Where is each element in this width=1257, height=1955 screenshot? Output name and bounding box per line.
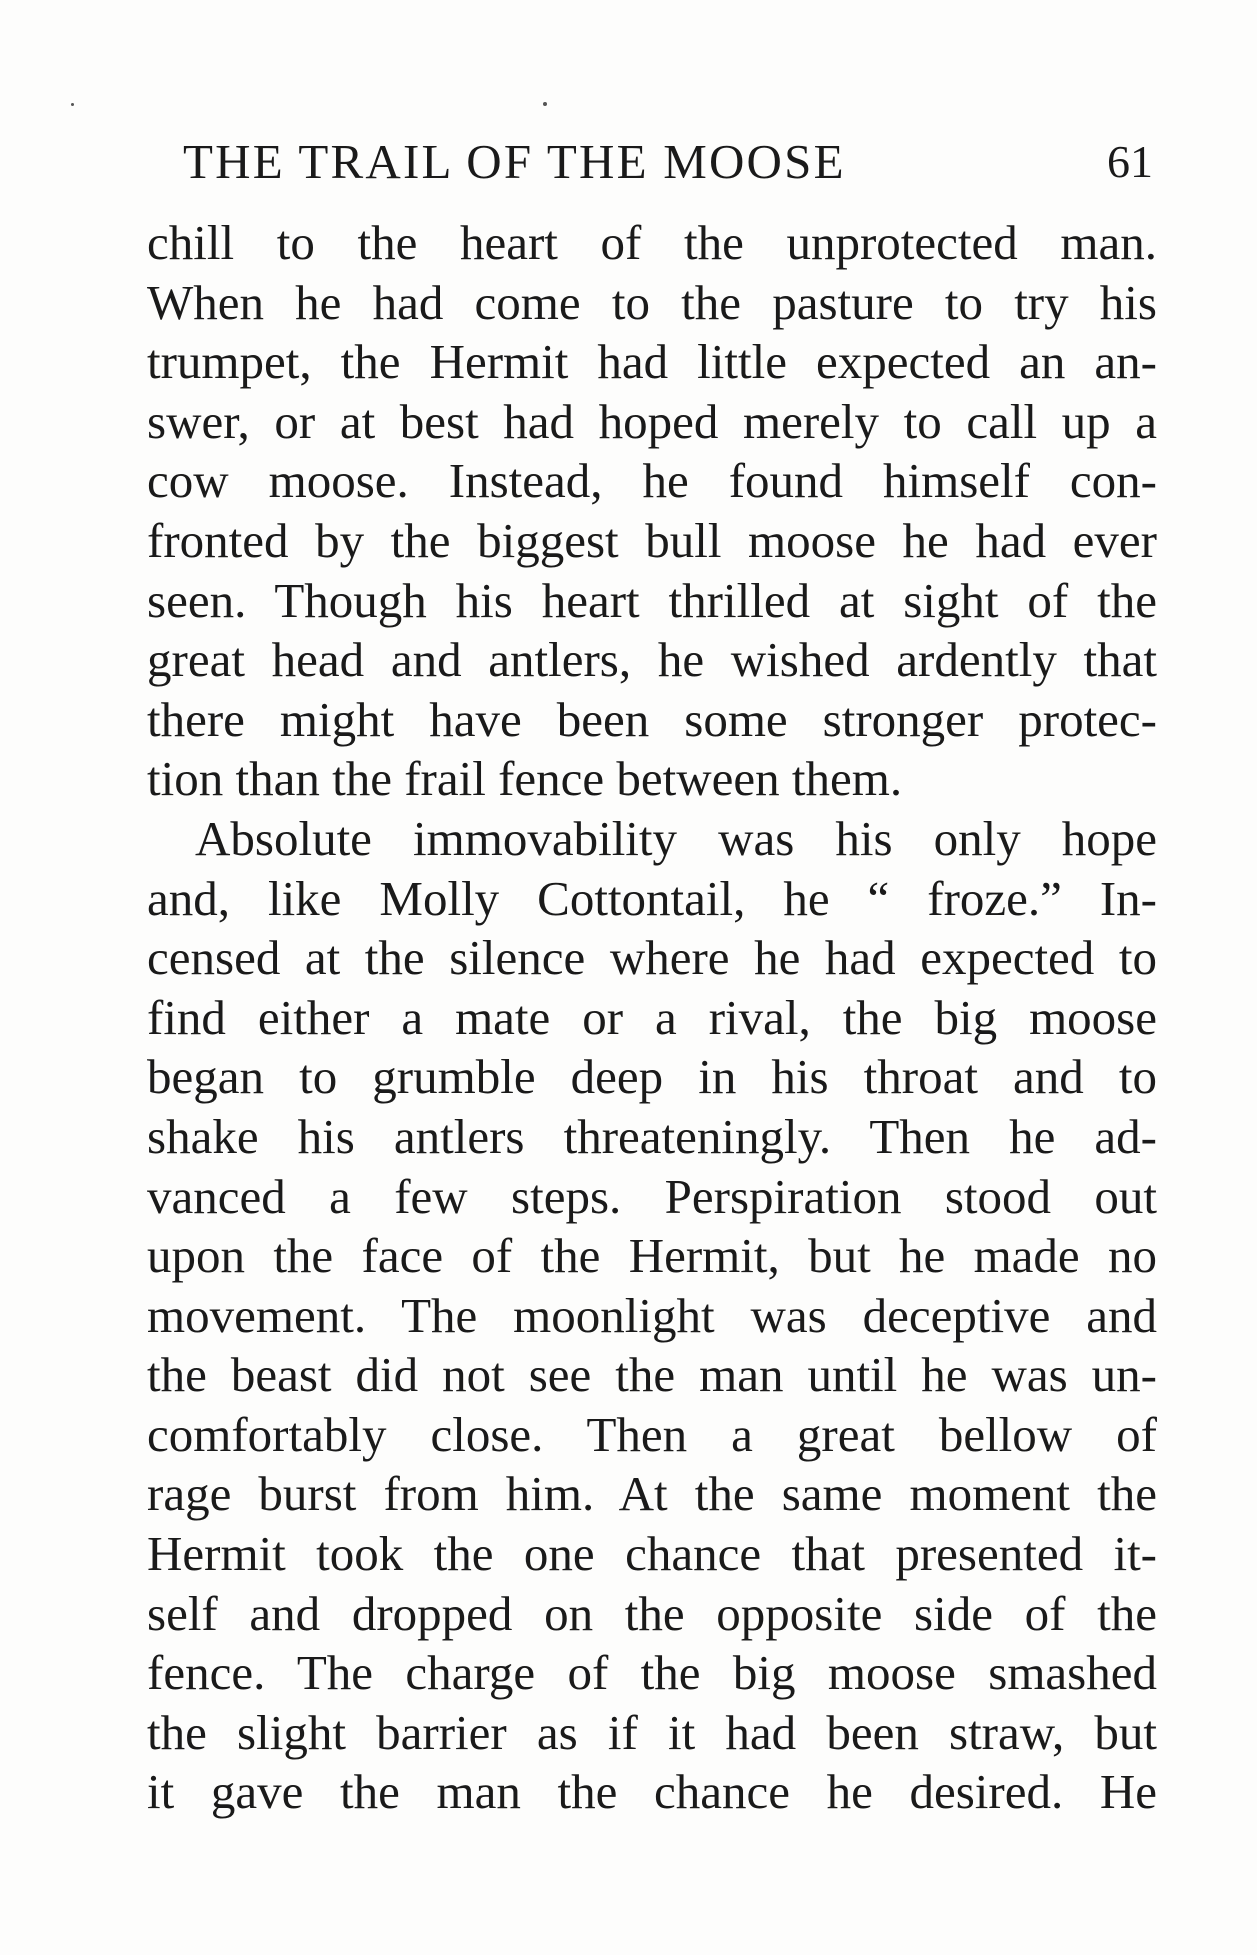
text-line: began to grumble deep in his throat and to <box>147 1049 1157 1105</box>
text-line: shake his antlers threateningly. Then he ad- <box>147 1108 1157 1164</box>
text-line: fronted by the biggest bull moose he had ever <box>147 512 1157 568</box>
running-title: THE TRAIL OF THE MOOSE <box>183 134 846 189</box>
text-line: the beast did not see the man until he was un- <box>147 1347 1157 1403</box>
page-number: 61 <box>1107 136 1153 187</box>
text-line: self and dropped on the opposite side of the <box>147 1585 1157 1641</box>
ink-speck <box>71 103 74 106</box>
text-line: find either a mate or a rival, the big moose <box>147 989 1157 1045</box>
text-line: there might have been some stronger protec- <box>147 691 1157 747</box>
text-line: comfortably close. Then a great bellow of <box>147 1406 1157 1462</box>
text-line: and, like Molly Cottontail, he “ froze.” In- <box>147 870 1157 926</box>
text-line: chill to the heart of the unprotected man. <box>147 215 1157 270</box>
text-line: swer, or at best had hoped merely to call up a <box>147 393 1157 449</box>
text-line: vanced a few steps. Perspiration stood out <box>147 1168 1157 1224</box>
text-line: fence. The charge of the big moose smashed <box>147 1645 1157 1701</box>
text-line: cow moose. Instead, he found himself con- <box>147 453 1157 509</box>
text-line: trumpet, the Hermit had little expected an an- <box>147 334 1157 390</box>
text-line: seen. Though his heart thrilled at sight of the <box>147 572 1157 628</box>
ink-speck <box>543 102 547 106</box>
text-line: rage burst from him. At the same moment the <box>147 1466 1157 1522</box>
text-line: great head and antlers, he wished ardently that <box>147 632 1157 688</box>
paragraph-end-line: tion than the frail fence between them. <box>147 751 903 807</box>
text-line: upon the face of the Hermit, but he made no <box>147 1228 1157 1284</box>
text-line: When he had come to the pasture to try his <box>147 274 1157 330</box>
text-line: it gave the man the chance he desired. He <box>147 1764 1157 1820</box>
paragraph-start-line: Absolute immovability was his only hope <box>195 810 1157 866</box>
page-header <box>183 132 1153 192</box>
text-line: Hermit took the one chance that presented it- <box>147 1526 1157 1582</box>
body-text <box>147 213 1157 1822</box>
text-line: the slight barrier as if it had been straw, but <box>147 1704 1157 1760</box>
text-line: movement. The moonlight was deceptive and <box>147 1287 1157 1343</box>
text-line: censed at the silence where he had expected to <box>147 930 1157 986</box>
